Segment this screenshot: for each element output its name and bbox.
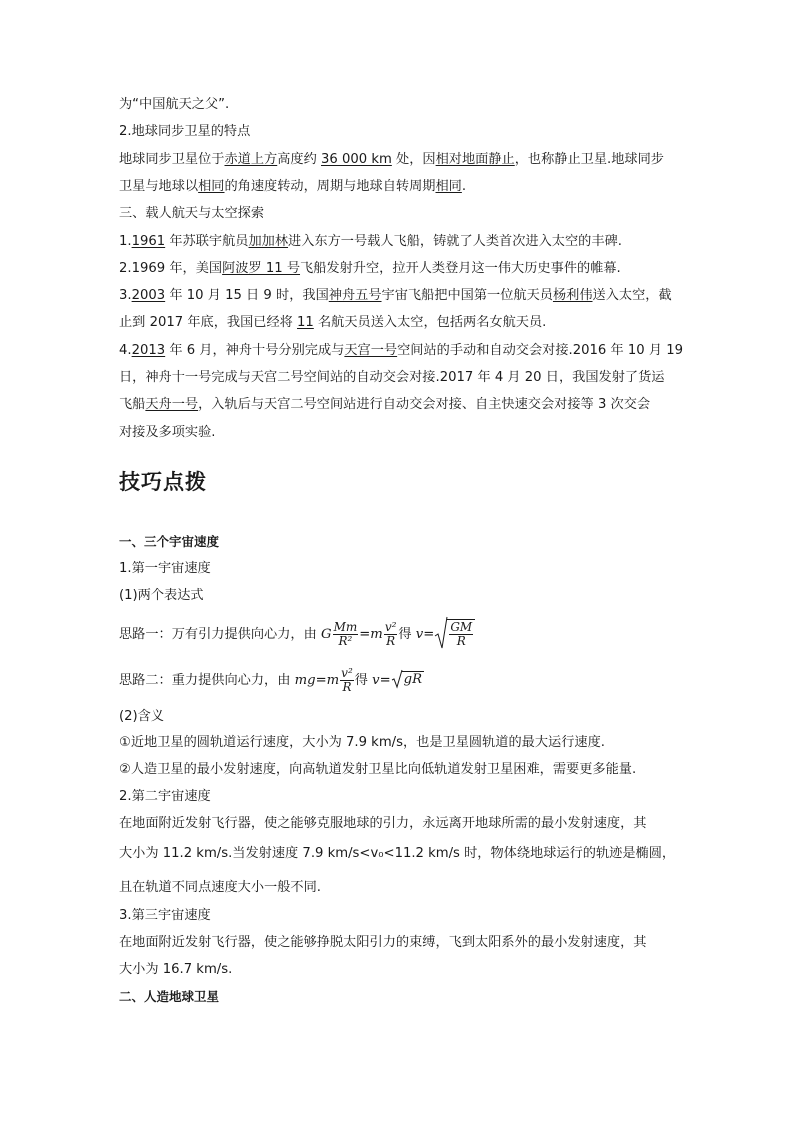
text: 年苏联宇航员 <box>165 234 249 249</box>
math-operator: = <box>315 673 327 688</box>
fraction <box>384 621 398 648</box>
fraction-denominator: R <box>386 633 396 648</box>
text: 送入太空，截 <box>592 288 672 303</box>
fraction-numerator: Mm <box>333 619 358 634</box>
radicand: gR <box>403 672 423 687</box>
underlined-text: 36 000 km <box>321 152 392 167</box>
underlined-text: 赤道上方 <box>224 152 278 167</box>
underlined-text: 相对地面静止 <box>435 152 515 167</box>
section-title <box>119 988 679 1006</box>
text-line <box>119 314 679 332</box>
square-root <box>391 662 424 698</box>
text: 2.地球同步卫星的特点 <box>119 124 251 139</box>
text-line <box>119 761 679 779</box>
text: 空间站的手动和自动交会对接.2016 年 10 月 19 <box>397 343 684 358</box>
underlined-text: 相同 <box>198 179 225 194</box>
subsection-title <box>119 788 679 806</box>
text: (2)含义 <box>119 709 165 724</box>
text-line <box>119 815 679 833</box>
math-symbol: v <box>415 627 424 642</box>
underlined-text: 杨利伟 <box>552 288 593 303</box>
text: 3. <box>119 288 132 303</box>
text-line <box>119 934 679 952</box>
text: 飞船发射升空，拉开人类登月这一伟大历史事件的帷幕. <box>300 261 621 276</box>
fraction <box>333 621 359 648</box>
text: 地球同步卫星位于 <box>119 152 225 167</box>
text: 对接及多项实验. <box>119 425 216 440</box>
text: 卫星与地球以 <box>119 179 199 194</box>
fraction-numerator: v² <box>341 665 353 680</box>
text: 宇宙飞船把中国第一位航天员 <box>381 288 553 303</box>
subsection-title <box>119 560 679 578</box>
text-line <box>119 845 679 863</box>
text: 4. <box>119 343 132 358</box>
text: 一、三个宇宙速度 <box>119 534 220 549</box>
text: 在地面附近发射飞行器，使之能够克服地球的引力，永远离开地球所需的最小发射速度，其 <box>119 816 647 831</box>
text: 且在轨道不同点速度大小一般不同. <box>119 880 322 895</box>
text: 思路二：重力提供向心力，由 <box>119 673 295 688</box>
underlined-text: 2003 <box>131 288 166 303</box>
subsection-title <box>119 907 679 925</box>
text: 年 10 月 15 日 9 时，我国 <box>165 288 329 303</box>
text-line <box>119 961 679 979</box>
text: . <box>461 179 467 194</box>
subsection-title <box>119 123 679 141</box>
text-line <box>119 178 679 196</box>
text: 二、人造地球卫星 <box>119 989 220 1004</box>
underlined-text: 加加林 <box>248 234 289 249</box>
underlined-text: 阿波罗 11 号 <box>222 261 301 276</box>
text: 大小为 11.2 km/s.当发射速度 7.9 km/s<v₀<11.2 km/s 时，物体绕地球运行的轨迹是椭圆， <box>119 846 676 861</box>
text: 2.第二宇宙速度 <box>119 789 211 804</box>
underlined-text: 相同 <box>435 179 462 194</box>
math-symbol: mg <box>294 673 316 688</box>
text-line <box>119 96 679 114</box>
text-line <box>119 342 684 360</box>
fraction-numerator: GM <box>450 619 473 634</box>
text-line <box>119 287 679 305</box>
underlined-text: 1961 <box>131 234 166 249</box>
text: ，入轨后与天宫二号空间站进行自动交会对接、自主快速交会对接等 3 次交会 <box>198 397 651 412</box>
text: 为“中国航天之父”. <box>119 97 230 112</box>
text: 的角速度转动，周期与地球自转周期 <box>224 179 436 194</box>
radical-sign-icon <box>434 616 448 650</box>
text-line <box>119 708 679 726</box>
text-line <box>119 233 679 251</box>
text: (1)两个表达式 <box>119 588 204 603</box>
text: 名航天员送入太空，包括两名女航天员. <box>313 315 547 330</box>
fraction <box>340 667 354 694</box>
text: 2.1969 年，美国 <box>119 261 223 276</box>
text-line <box>119 260 679 278</box>
math-symbol: v <box>372 673 380 688</box>
math-symbol: G <box>321 627 332 642</box>
fraction-denominator: R <box>342 679 352 694</box>
fraction-denominator: R <box>456 633 466 648</box>
text: 1.第一宇宙速度 <box>119 561 211 576</box>
math-operator: = <box>359 627 371 642</box>
text: ，也称静止卫星.地球同步 <box>514 152 664 167</box>
text-line <box>119 369 679 387</box>
underlined-text: 神舟五号 <box>328 288 382 303</box>
section-title <box>119 533 679 551</box>
math-symbol: m <box>370 627 383 642</box>
math-operator: = <box>423 627 435 642</box>
fraction-numerator: v² <box>384 619 397 634</box>
text: 思路一：万有引力提供向心力，由 <box>119 627 322 642</box>
underlined-text: 天舟一号 <box>145 397 199 412</box>
text-line <box>119 587 679 605</box>
text: 年 6 月，神舟十号分别完成与 <box>165 343 345 358</box>
text: 得 <box>398 627 416 642</box>
formula-line <box>119 616 679 654</box>
underlined-text: 天宫一号 <box>344 343 398 358</box>
text: 在地面附近发射飞行器，使之能够挣脱太阳引力的束缚，飞到太阳系外的最小发射速度，其 <box>119 935 647 950</box>
text-line <box>119 734 679 752</box>
text: 止到 2017 年底，我国已经将 <box>119 315 298 330</box>
text: 1. <box>119 234 132 249</box>
text: 高度约 <box>277 152 322 167</box>
text: 大小为 16.7 km/s. <box>119 962 233 977</box>
fraction <box>447 619 475 648</box>
section-title <box>119 205 679 223</box>
square-root <box>434 616 476 652</box>
section-heading: 技巧点拨 <box>119 470 207 494</box>
text: 飞船 <box>119 397 146 412</box>
text: 日，神舟十一号完成与天宫二号空间站的自动交会对接.2017 年 4 月 20 日，我国发射了货运 <box>119 370 665 385</box>
text: ①近地卫星的圆轨道运行速度，大小为 7.9 km/s，也是卫星圆轨道的最大运行速度. <box>119 735 605 750</box>
underlined-text: 2013 <box>131 343 166 358</box>
text: ②人造卫星的最小发射速度，向高轨道发射卫星比向低轨道发射卫星困难，需要更多能量. <box>119 762 637 777</box>
text: 得 <box>354 673 373 688</box>
text: 处，因 <box>391 152 436 167</box>
fraction-denominator: R² <box>338 633 353 648</box>
math-symbol: m <box>326 673 340 688</box>
text-line <box>119 879 679 897</box>
text: 三、载人航天与太空探索 <box>119 206 265 221</box>
text: 3.第三宇宙速度 <box>119 908 211 923</box>
text-line <box>119 151 679 169</box>
radical-sign-icon <box>391 669 403 689</box>
text-line <box>119 396 679 414</box>
math-operator: = <box>379 673 391 688</box>
text: 进入东方一号载人飞船，铸就了人类首次进入太空的丰碑. <box>288 234 622 249</box>
text-line <box>119 424 679 442</box>
formula-line <box>119 662 679 700</box>
underlined-text: 11 <box>297 315 314 330</box>
